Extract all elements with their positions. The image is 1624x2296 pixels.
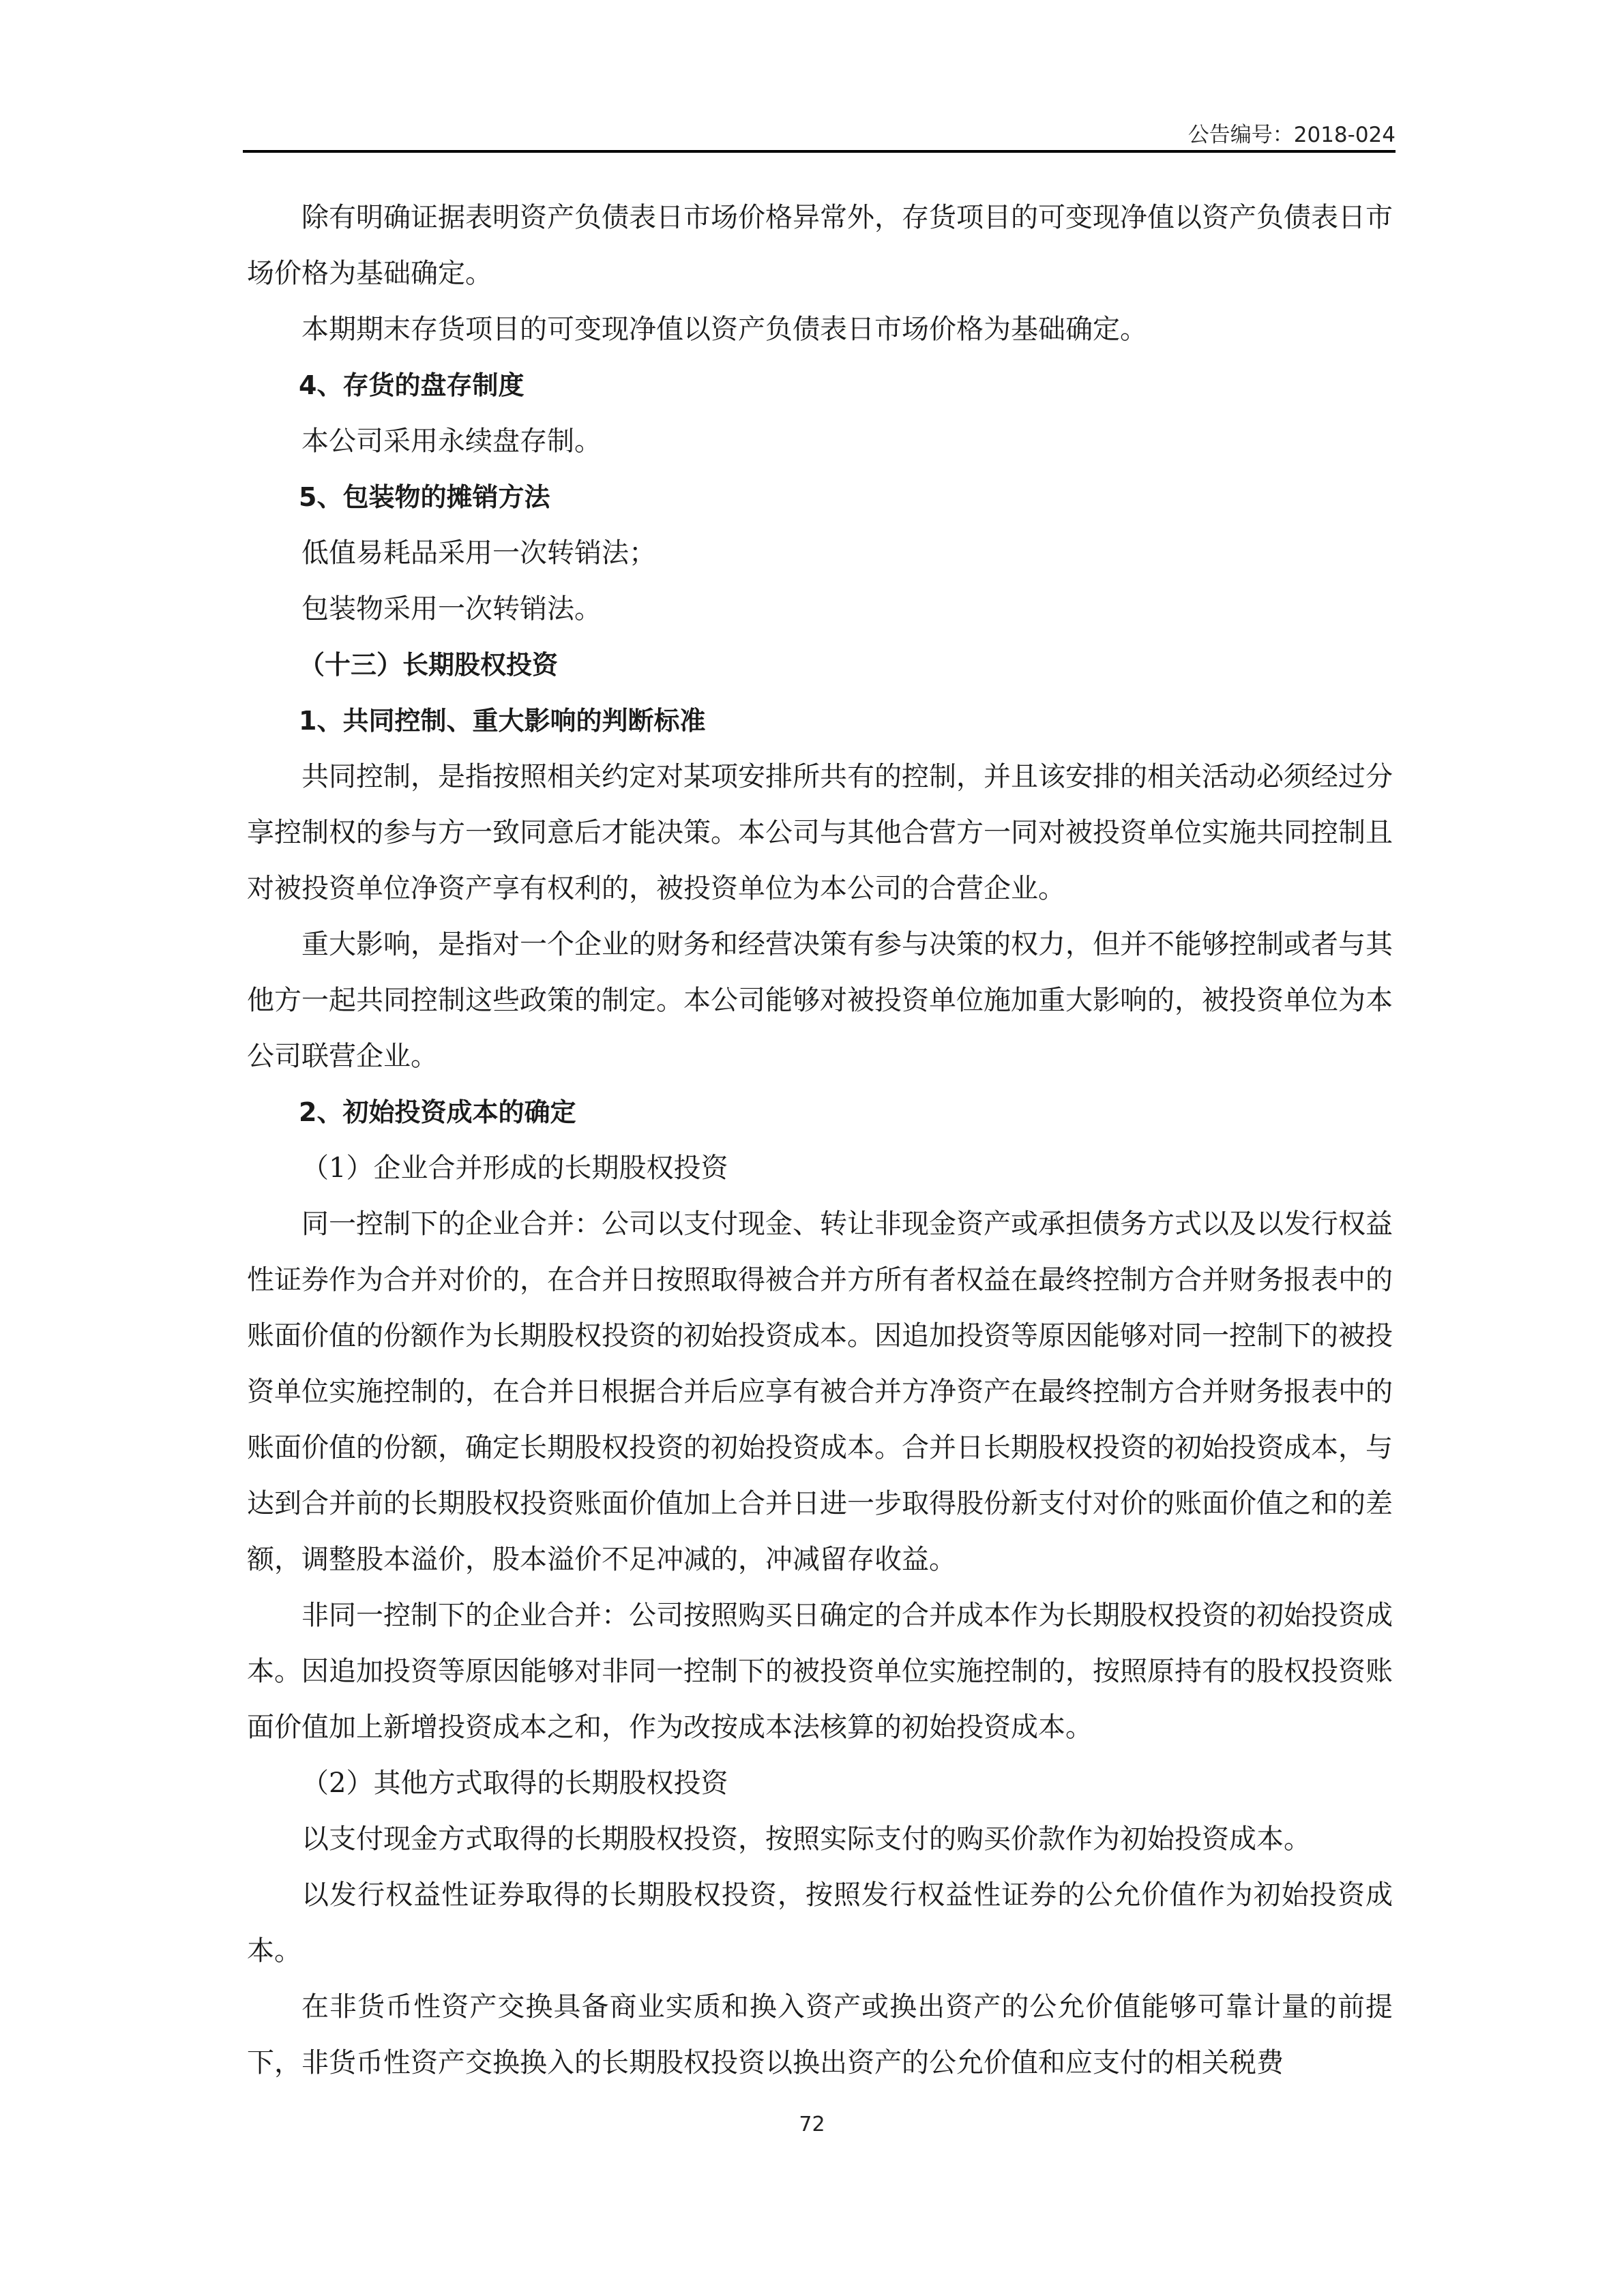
page-header xyxy=(243,116,1396,153)
section-heading: 2、初始投资成本的确定 xyxy=(299,1097,576,1127)
subsection-heading: （2）其他方式取得的长期股权投资 xyxy=(301,1768,728,1799)
paragraph: 以支付现金方式取得的长期股权投资，按照实际支付的购买价款作为初始投资成本。 xyxy=(301,1823,1311,1855)
paragraph: 重大影响，是指对一个企业的财务和经营决策有参与决策的权力，但并不能够控制或者与其他方一起共同控制这些政策的制定。本公司能够对被投资单位施加重大影响的，被投资单位为本公司联营企业。 xyxy=(247,929,1393,1072)
document-body xyxy=(247,190,1393,2091)
paragraph: 本期期末存货项目的可变现净值以资产负债表日市场价格为基础确定。 xyxy=(301,314,1147,345)
paragraph: 同一控制下的企业合并：公司以支付现金、转让非现金资产或承担债务方式以及以发行权益性证券作为合并对价的，在合并日按照取得被合并方所有者权益在最终控制方合并财务报表中的账面价值的份额作为长期股权投资的初始投资成本。因追加投资等原因能够对同一控制下的被投资单位实施控制的，在合并日根据合并后应享有被合并方净资产在最终控制方合并财务报表中的账面价值的份额，确定长期股权投资的初始投资成本。合并日长期股权投资的初始投资成本，与达到合并前的长期股权投资账面价值加上合并日进一步取得股份新支付对价的账面价值之和的差额，调整股本溢价，股本溢价不足冲减的，冲减留存收益。 xyxy=(247,1208,1393,1575)
paragraph: 本公司采用永续盘存制。 xyxy=(301,426,602,457)
paragraph: 除有明确证据表明资产负债表日市场价格异常外，存货项目的可变现净值以资产负债表日市场价格为基础确定。 xyxy=(247,202,1393,289)
paragraph: 共同控制，是指按照相关约定对某项安排所共有的控制，并且该安排的相关活动必须经过分享控制权的参与方一致同意后才能决策。本公司与其他合营方一同对被投资单位实施共同控制且对被投资单位净资产享有权利的，被投资单位为本公司的合营企业。 xyxy=(247,761,1393,904)
section-heading: （十三）长期股权投资 xyxy=(299,650,559,680)
section-heading: 5、包装物的摊销方法 xyxy=(299,482,550,512)
paragraph: 在非货币性资产交换具备商业实质和换入资产或换出资产的公允价值能够可靠计量的前提下，非货币性资产交换换入的长期股权投资以换出资产的公允价值和应支付的相关税费 xyxy=(247,1991,1393,2078)
section-heading: 4、存货的盘存制度 xyxy=(299,370,525,400)
paragraph: 包装物采用一次转销法。 xyxy=(301,593,602,625)
paragraph: 非同一控制下的企业合并：公司按照购买日确定的合并成本作为长期股权投资的初始投资成本。因追加投资等原因能够对非同一控制下的被投资单位实施控制的，按照原持有的股权投资账面价值加上新增投资成本之和，作为改按成本法核算的初始投资成本。 xyxy=(247,1600,1393,1743)
paragraph: 低值易耗品采用一次转销法； xyxy=(301,537,656,569)
subsection-heading: （1）企业合并形成的长期股权投资 xyxy=(301,1152,728,1184)
announcement-number: 公告编号：2018-024 xyxy=(1187,123,1396,147)
paragraph: 以发行权益性证券取得的长期股权投资，按照发行权益性证券的公允价值作为初始投资成本。 xyxy=(247,1879,1393,1967)
page-number: 72 xyxy=(799,2113,825,2136)
section-heading: 1、共同控制、重大影响的判断标准 xyxy=(299,706,706,736)
